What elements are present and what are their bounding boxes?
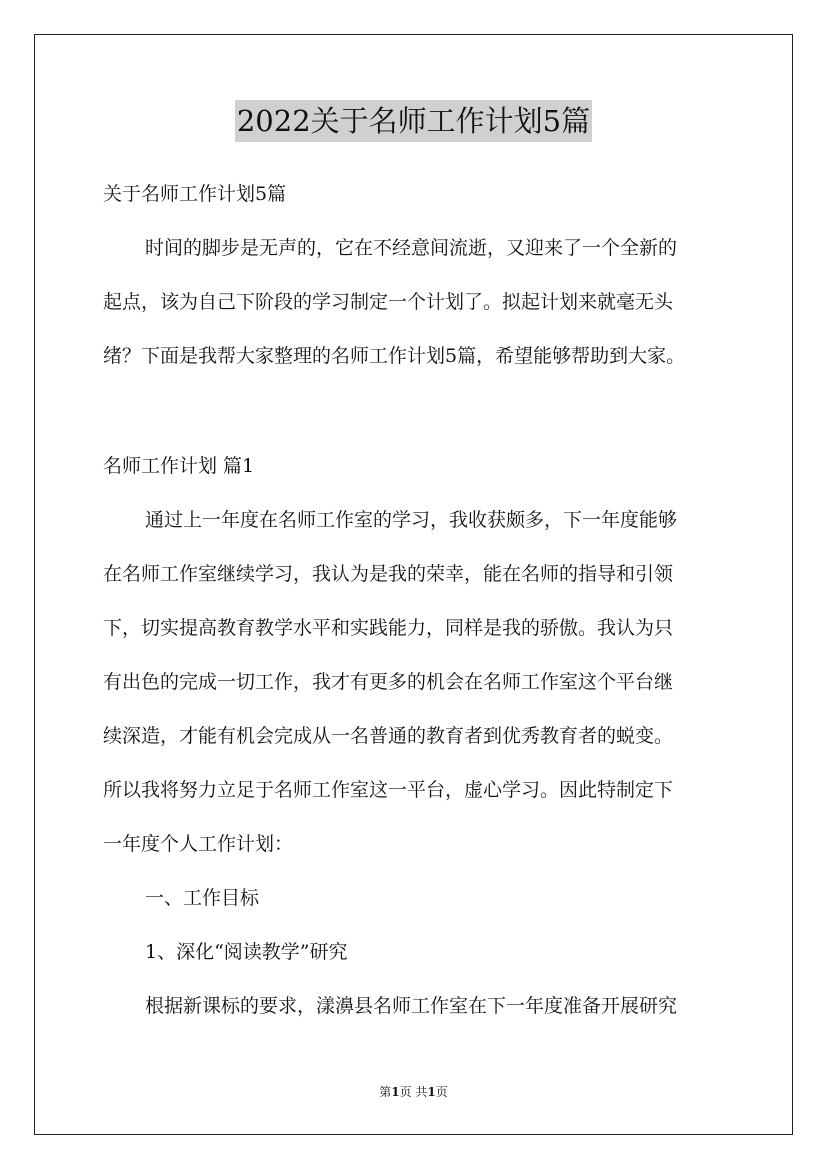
- section-heading: 名师工作计划 篇1: [103, 455, 255, 477]
- intro-line-2: 起点，该为自己下阶段的学习制定一个计划了。拟起计划来就毫无头: [103, 291, 674, 313]
- intro-line-1: 时间的脚步是无声的，它在不经意间流逝，又迎来了一个全新的: [145, 237, 678, 259]
- page-footer: [0, 1084, 827, 1100]
- intro-line-3: 绪？下面是我帮大家整理的名师工作计划5篇，希望能够帮助到大家。: [103, 345, 686, 367]
- body-line-4: 有出色的完成一切工作，我才有更多的机会在名师工作室这个平台继: [103, 671, 674, 693]
- body-line-6: 所以我将努力立足于名师工作室这一平台，虚心学习。因此特制定下: [103, 779, 674, 801]
- title-container: [0, 100, 827, 142]
- footer-suffix: 页: [435, 1085, 448, 1099]
- body-line-3: 下，切实提高教育教学水平和实践能力，同样是我的骄傲。我认为只: [103, 617, 674, 639]
- body-line-7: 一年度个人工作计划：: [103, 833, 294, 855]
- footer-mid: 页 共: [399, 1085, 428, 1099]
- footer-prefix: 第: [379, 1085, 392, 1099]
- goal-heading: 一、工作目标: [145, 887, 260, 909]
- footer-current-page: 1: [391, 1085, 400, 1099]
- footer-total-pages: 1: [427, 1085, 436, 1099]
- document-title: 2022关于名师工作计划5篇: [235, 100, 592, 142]
- body-line-5: 续深造，才能有机会完成从一名普通的教育者到优秀教育者的蜕变。: [103, 725, 674, 747]
- goal-item: 1、深化“阅读教学”研究: [145, 941, 348, 963]
- last-line: 根据新课标的要求，漾濞县名师工作室在下一年度准备开展研究: [145, 995, 678, 1017]
- body-line-2: 在名师工作室继续学习，我认为是我的荣幸，能在名师的指导和引领: [103, 563, 674, 585]
- document-subtitle: 关于名师工作计划5篇: [103, 183, 287, 205]
- body-line-1: 通过上一年度在名师工作室的学习，我收获颇多，下一年度能够: [145, 509, 678, 531]
